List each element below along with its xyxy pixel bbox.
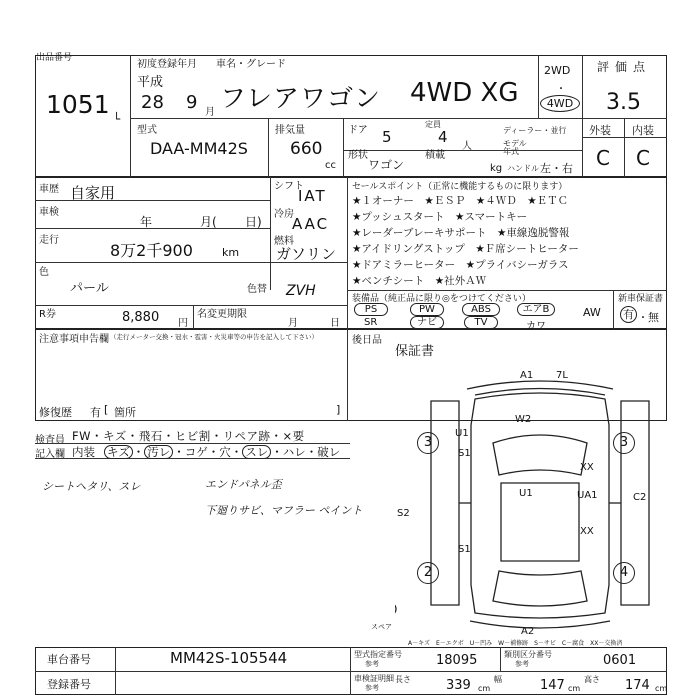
warranty-no: 無 — [648, 311, 659, 324]
doors: 5 — [382, 128, 392, 146]
rear-bumper — [470, 621, 610, 628]
length: 339 — [446, 678, 471, 693]
cert-label: 車検証明細 — [354, 674, 394, 683]
handle-label: ハンドル — [507, 164, 539, 173]
history: 自家用 — [70, 184, 116, 202]
drive-4wd-circled: 4WD — [540, 95, 580, 112]
inspection-label: 車検 — [39, 207, 59, 218]
recycle-label: R券 — [39, 309, 56, 320]
exterior-grade: C — [596, 146, 610, 170]
front-bumper — [467, 381, 613, 389]
chassis-number: MM42S-105544 — [170, 649, 288, 667]
sales-points-title: セールスポイント（正常に機能するものに限ります） — [352, 182, 568, 192]
diagram-legend: A－キズ E－エクボ U－凹み W－補修跡 S－サビ C－腐食 XX－交換済 — [408, 640, 623, 647]
roof — [501, 483, 579, 561]
eval-score: 3.5 — [606, 90, 641, 115]
door-label: ドア — [348, 125, 368, 136]
damage-mark: UA1 — [577, 490, 598, 501]
damage-mark: C2 — [633, 492, 647, 503]
era-label: 平成 — [137, 75, 164, 90]
inspector-note: シートヘタリ、スレ — [42, 480, 141, 493]
damage-mark: S2 — [397, 508, 410, 519]
reg-date-label: 初度登録年月 — [137, 59, 197, 70]
shape-label: 形状 — [348, 150, 368, 161]
color-label: 色 — [39, 267, 49, 278]
damage-mark: S1 — [458, 448, 471, 459]
inspector-note: 下廻りサビ、マフラー ペイント — [205, 504, 363, 517]
dealer-label: ディーラー・並行 — [503, 126, 567, 135]
interior-label: 内装 — [632, 124, 654, 137]
sales-point-line: ★プッシュスタート ★スマートキー — [352, 211, 528, 223]
damage-mark: 7L — [556, 370, 568, 381]
car-outline — [471, 393, 609, 618]
warranty-yes-circled: 有 — [620, 306, 637, 323]
declaration-hint: （走行メーター交換・冠水・雹害・火災車等の申告を記入して下さい） — [110, 333, 318, 341]
tire-front-right: 3 — [613, 432, 635, 454]
equip-abs: ABS — [462, 303, 500, 316]
car-name: フレアワゴン — [220, 84, 381, 114]
history-label: 車歴 — [39, 184, 59, 195]
spare-label: スペア — [371, 623, 392, 631]
model-type: DAA-MM42S — [150, 139, 248, 158]
damage-mark: XX — [580, 526, 594, 537]
spare-tire — [395, 601, 396, 617]
sales-point-line: ★レーダーブレーキサポート ★車線逸脱警報 — [352, 227, 570, 239]
width: 147 — [540, 678, 565, 693]
type-cert: 18095 — [436, 653, 478, 668]
drive-2wd: 2WD — [544, 64, 571, 77]
interior-grade: C — [636, 146, 650, 170]
inspector-label: 検査員 — [35, 435, 65, 446]
inspector-row1: FW・キズ・飛石・ヒビ割・リペア跡・×要 — [72, 429, 305, 443]
load-label: 積載 — [425, 150, 445, 161]
after-item: 保証書 — [395, 344, 435, 359]
windshield — [493, 435, 587, 475]
name-change-label: 名変更期限 — [197, 309, 247, 320]
exterior-label: 外装 — [589, 124, 611, 137]
capacity-label: 定員 — [425, 120, 441, 129]
damage-mark: XX — [580, 462, 594, 473]
height: 174 — [625, 678, 650, 693]
car-name-label: 車名・グレード — [216, 59, 286, 70]
equip-tv: TV — [464, 316, 498, 329]
equip-airbag: エアB — [517, 303, 555, 316]
interior-scratch-circled: キズ — [104, 445, 133, 459]
repair-value: 有 — [90, 406, 101, 419]
class-label: 類別区分番号 — [504, 650, 552, 659]
type-cert-label: 型式指定番号 — [354, 650, 402, 659]
tire-rear-left: 2 — [417, 562, 439, 584]
sales-point-line: ★アイドリングストップ ★Ｆ席シートヒーター — [352, 243, 579, 255]
interior-wear-circled: スレ — [242, 445, 271, 459]
color-code: ZVH — [286, 283, 316, 299]
mileage-label: 走行 — [39, 235, 59, 246]
car-damage-diagram — [395, 365, 685, 645]
repair-label: 修復歴 — [39, 406, 72, 419]
equipment-title: 装備品（純正品に限り◎をつけてください） — [352, 294, 531, 304]
declaration-label: 注意事項申告欄 — [39, 334, 109, 345]
color-code-label: 色替 — [247, 284, 267, 295]
inspector-note: エンドパネル歪 — [205, 478, 282, 491]
lot-number: 1051 — [46, 90, 110, 119]
reg-no-label: 登録番号 — [47, 678, 91, 691]
displacement: 660 — [290, 139, 323, 159]
equip-leather: カワ — [526, 321, 546, 332]
equip-navi: ナビ — [410, 316, 444, 329]
damage-mark: W2 — [515, 414, 532, 425]
recycle-fee: 8,880 — [122, 310, 160, 325]
sales-point-line: ★ドアミラーヒーター ★プライバシーガラス — [352, 259, 569, 271]
reg-year: 28 — [141, 92, 164, 113]
lot-label: 出品番号 — [36, 53, 73, 63]
eval-label: 評価点 — [597, 60, 652, 74]
damage-mark: S1 — [458, 544, 471, 555]
model-type-label: 型式 — [137, 125, 157, 136]
handle-sides: 左・右 — [540, 162, 573, 175]
sales-point-line: ★ベンチシート ★社外ＡＷ — [352, 275, 487, 287]
interior-dirt-circled: 汚レ — [144, 445, 173, 459]
damage-mark: A2 — [521, 626, 535, 637]
ac-label: 冷房 — [274, 209, 294, 220]
equip-pw: PW — [410, 303, 444, 316]
fuel: ガソリン — [276, 245, 337, 263]
sales-point-line: ★１オーナー ★ＥＳＰ ★４ＷＤ ★ＥＴＣ — [352, 195, 569, 207]
interior-defects: キズ ・ 汚レ ・コゲ・穴・ スレ ・ハレ・破レ — [104, 444, 340, 460]
rear-window — [493, 571, 587, 606]
month-unit: 月 — [205, 107, 215, 118]
equip-aw: AW — [583, 306, 601, 319]
displacement-label: 排気量 — [275, 125, 305, 136]
equip-ps: PS — [354, 303, 388, 316]
after-label: 後日品 — [352, 335, 382, 346]
shift: IAT — [298, 187, 327, 205]
mileage: 8万2千900 — [110, 241, 193, 260]
equip-sr: SR — [364, 317, 378, 328]
ac: AAC — [292, 215, 330, 233]
grade: 4WD XG — [410, 78, 519, 108]
shift-label: シフト — [274, 181, 304, 192]
color: パール — [70, 281, 109, 296]
reg-month: 9 — [186, 92, 198, 113]
tire-rear-right: 4 — [613, 562, 635, 584]
damage-mark: U1 — [455, 428, 469, 439]
model-year-label: モデル年式 — [503, 139, 527, 156]
damage-mark: U1 — [519, 488, 533, 499]
chassis-label: 車台番号 — [47, 653, 91, 666]
tire-front-left: 3 — [417, 432, 439, 454]
fuel-label: 燃料 — [274, 236, 294, 247]
capacity: 4 — [438, 128, 448, 146]
class-no: 0601 — [603, 653, 637, 668]
damage-mark: A1 — [520, 370, 534, 381]
warranty-title: 新車保証書 — [618, 294, 664, 304]
shape: ワゴン — [368, 158, 405, 172]
